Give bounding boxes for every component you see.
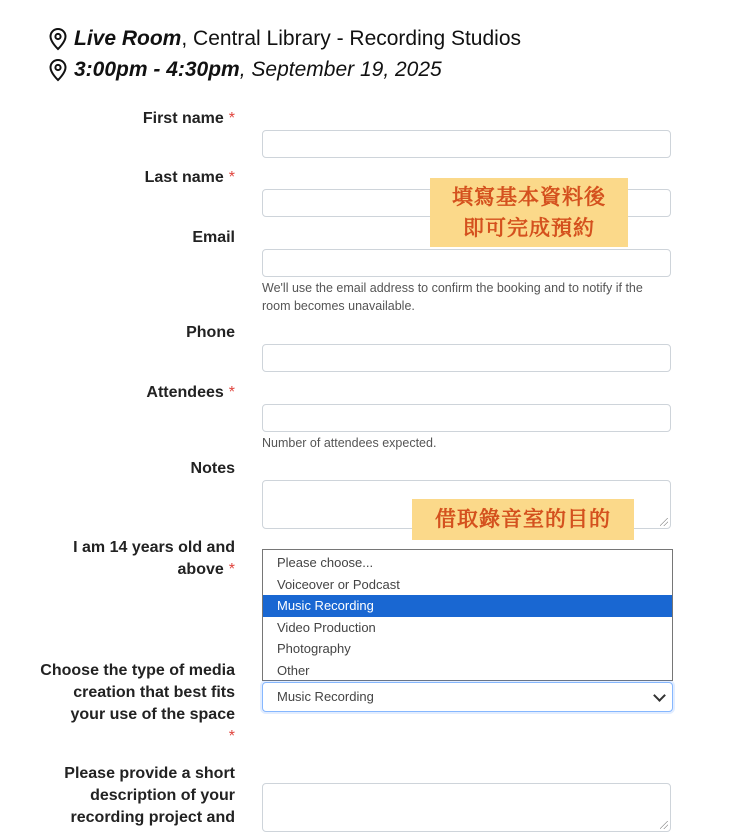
option-voiceover-podcast[interactable]: Voiceover or Podcast: [277, 576, 400, 592]
description-label: Please provide a short description of your recording project and: [64, 765, 235, 826]
media-type-label: Choose the type of media creation that best fits your use of the space *: [40, 662, 235, 745]
room-location: Live Room , Central Library - Recording Studios: [46, 27, 521, 51]
media-type-select[interactable]: Music Recording: [262, 682, 673, 712]
first-name-label: First name *: [142, 110, 235, 127]
attendees-help-text: Number of attendees expected.: [262, 436, 437, 450]
resize-handle-icon[interactable]: [660, 518, 668, 526]
required-mark: *: [228, 110, 235, 127]
phone-input[interactable]: [262, 344, 671, 372]
attendees-input[interactable]: [262, 404, 671, 432]
required-mark: *: [228, 728, 235, 745]
age-confirmation-label: I am 14 years old and above *: [73, 539, 235, 578]
description-textarea[interactable]: [262, 783, 671, 832]
booking-time: 3:00pm - 4:30pm , September 19, 2025: [46, 58, 442, 82]
required-mark: *: [228, 384, 235, 401]
last-name-label: Last name *: [144, 169, 235, 186]
notes-label: Notes: [190, 460, 235, 477]
chevron-down-icon: [653, 689, 666, 702]
map-pin-icon: [46, 27, 70, 51]
required-mark: *: [228, 561, 235, 578]
resize-handle-icon[interactable]: [660, 821, 668, 829]
option-video-production[interactable]: Video Production: [277, 619, 376, 635]
option-please-choose[interactable]: Please choose...: [277, 555, 374, 570]
option-music-recording[interactable]: Music Recording: [263, 595, 672, 617]
email-input[interactable]: [262, 249, 671, 277]
email-label: Email: [192, 229, 235, 246]
option-other[interactable]: Other: [277, 662, 310, 678]
annotation-note-basic-info: 填寫基本資料後 即可完成預約: [430, 178, 628, 247]
phone-label: Phone: [186, 324, 235, 341]
required-mark: *: [228, 169, 235, 186]
first-name-input[interactable]: [262, 130, 671, 158]
option-photography[interactable]: Photography: [277, 641, 351, 657]
annotation-note-purpose: 借取錄音室的目的: [412, 499, 634, 540]
media-type-dropdown-list[interactable]: [262, 549, 673, 681]
map-pin-icon: [46, 58, 70, 82]
email-help-text: We'll use the email address to confirm the booking and to notify if the room becomes unavailable.: [262, 281, 643, 313]
attendees-label: Attendees *: [146, 384, 235, 401]
